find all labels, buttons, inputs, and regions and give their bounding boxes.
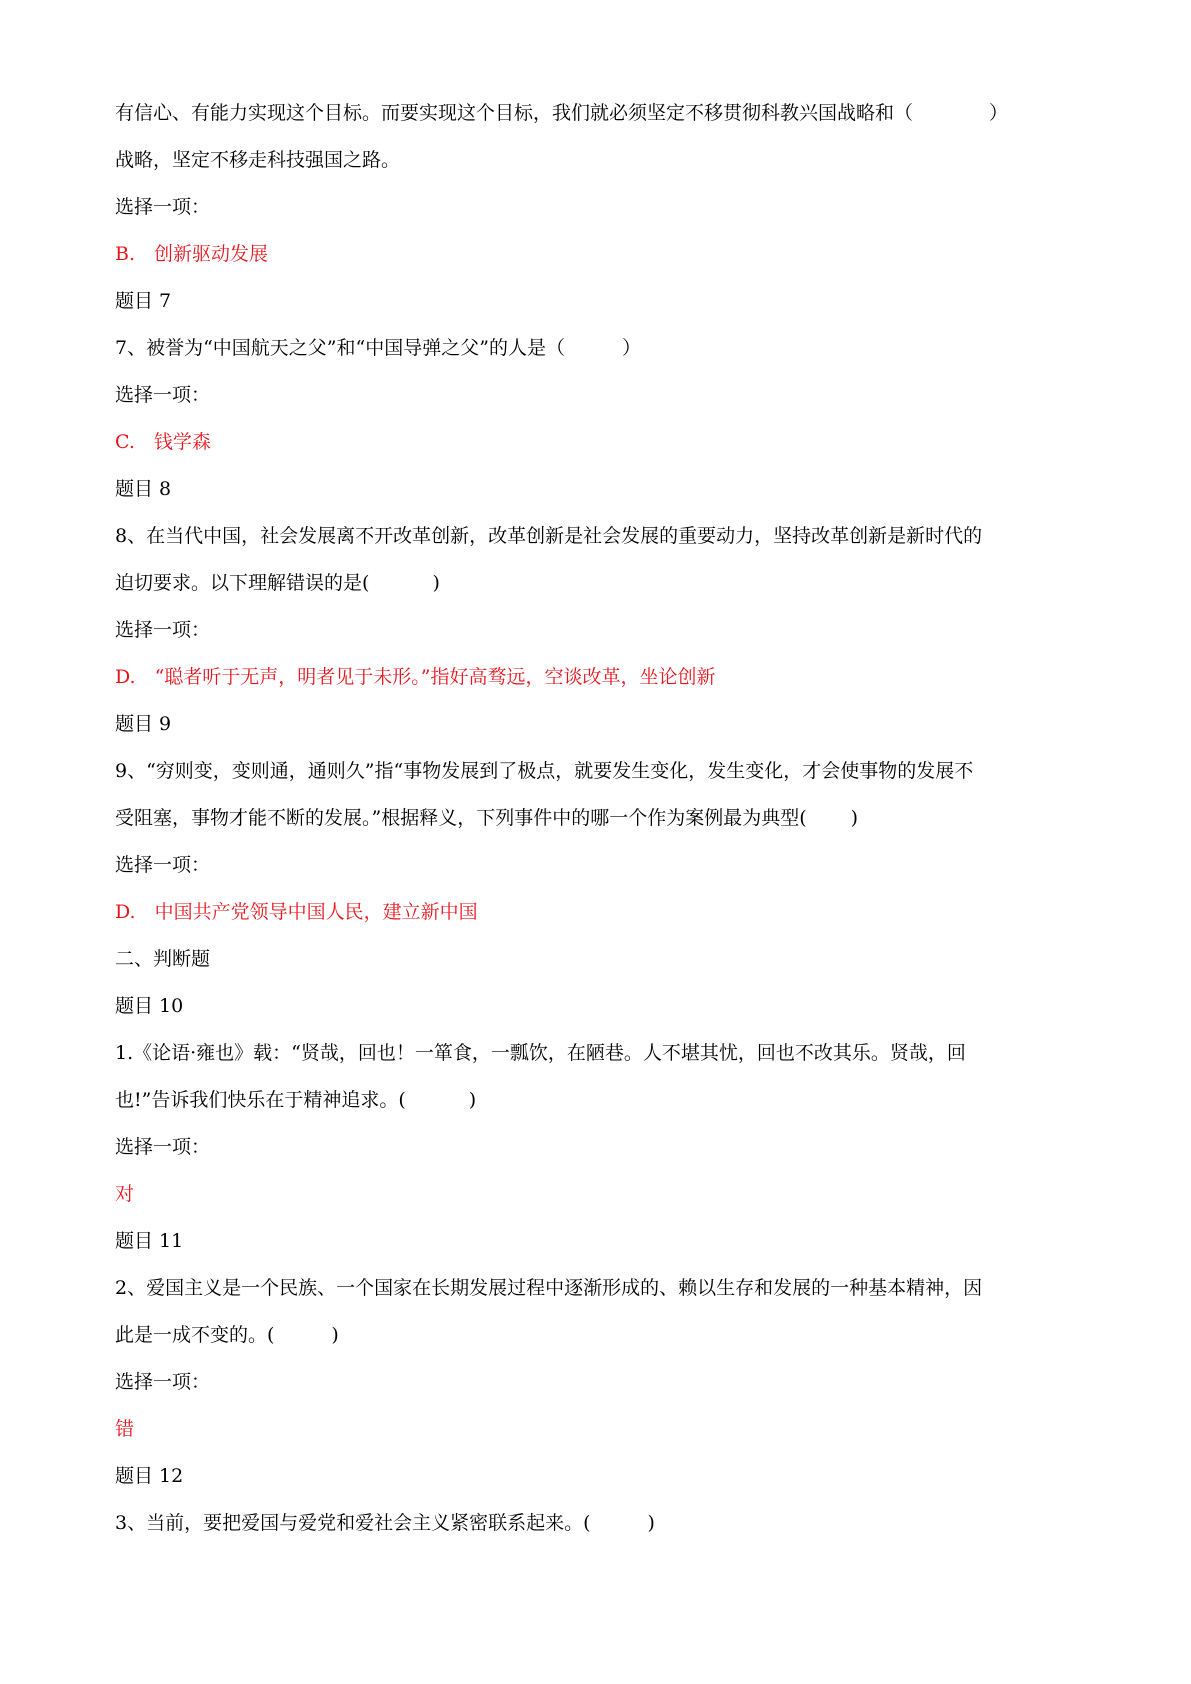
answer-text: B. 创新驱动发展 [115, 243, 269, 265]
question-text: 战略，坚定不移走科技强国之路。 [115, 149, 401, 171]
question-heading: 题目 11 [115, 1230, 184, 1252]
section-title: 二、判断题 [115, 948, 211, 970]
question-text: 7、被誉为“中国航天之父”和“中国导弹之父”的人是（ ） [115, 337, 641, 359]
choice-prompt: 选择一项： [115, 619, 211, 641]
question-text: 受阻塞，事物才能不断的发展。”根据释义，下列事件中的哪一个作为案例最为典型( ) [115, 807, 859, 829]
choice-prompt: 选择一项： [115, 384, 211, 406]
answer-text: C. 钱学森 [115, 431, 211, 453]
question-text: 8、在当代中国，社会发展离不开改革创新，改革创新是社会发展的重要动力，坚持改革创新是新时代的 [115, 525, 983, 547]
question-text: 此是一成不变的。( ) [115, 1324, 339, 1346]
question-heading: 题目 9 [115, 713, 172, 735]
question-heading: 题目 8 [115, 478, 172, 500]
choice-prompt: 选择一项： [115, 196, 211, 218]
question-text: 迫切要求。以下理解错误的是( ) [115, 572, 440, 594]
choice-prompt: 选择一项： [115, 1371, 211, 1393]
question-heading: 题目 7 [115, 290, 172, 312]
choice-prompt: 选择一项： [115, 1136, 211, 1158]
question-heading: 题目 12 [115, 1465, 184, 1487]
question-text: 2、爱国主义是一个民族、一个国家在长期发展过程中逐渐形成的、赖以生存和发展的一种基本精神，因 [115, 1277, 983, 1299]
question-text: 有信心、有能力实现这个目标。而要实现这个目标，我们就必须坚定不移贯彻科教兴国战略和（ ） [115, 102, 1009, 124]
question-text: 9、“穷则变，变则通，通则久”指“事物发展到了极点，就要发生变化，发生变化，才会使事物的发展不 [115, 760, 974, 782]
answer-text: 错 [115, 1418, 135, 1440]
question-text: 也!”告诉我们快乐在于精神追求。( ) [115, 1089, 477, 1111]
answer-text: D. 中国共产党领导中国人民，建立新中国 [115, 901, 478, 923]
question-text: 1.《论语·雍也》载：“贤哉，回也！一箪食，一瓢饮，在陋巷。人不堪其忧，回也不改其乐。贤哉，回 [115, 1042, 966, 1064]
question-heading: 题目 10 [115, 995, 184, 1017]
answer-text: D. “聪者听于无声，明者见于未形。”指好高骛远，空谈改革，坐论创新 [115, 666, 716, 688]
choice-prompt: 选择一项： [115, 854, 211, 876]
question-text: 3、当前，要把爱国与爱党和爱社会主义紧密联系起来。( ) [115, 1512, 655, 1534]
document-content [115, 90, 1087, 1547]
answer-text: 对 [115, 1183, 135, 1205]
